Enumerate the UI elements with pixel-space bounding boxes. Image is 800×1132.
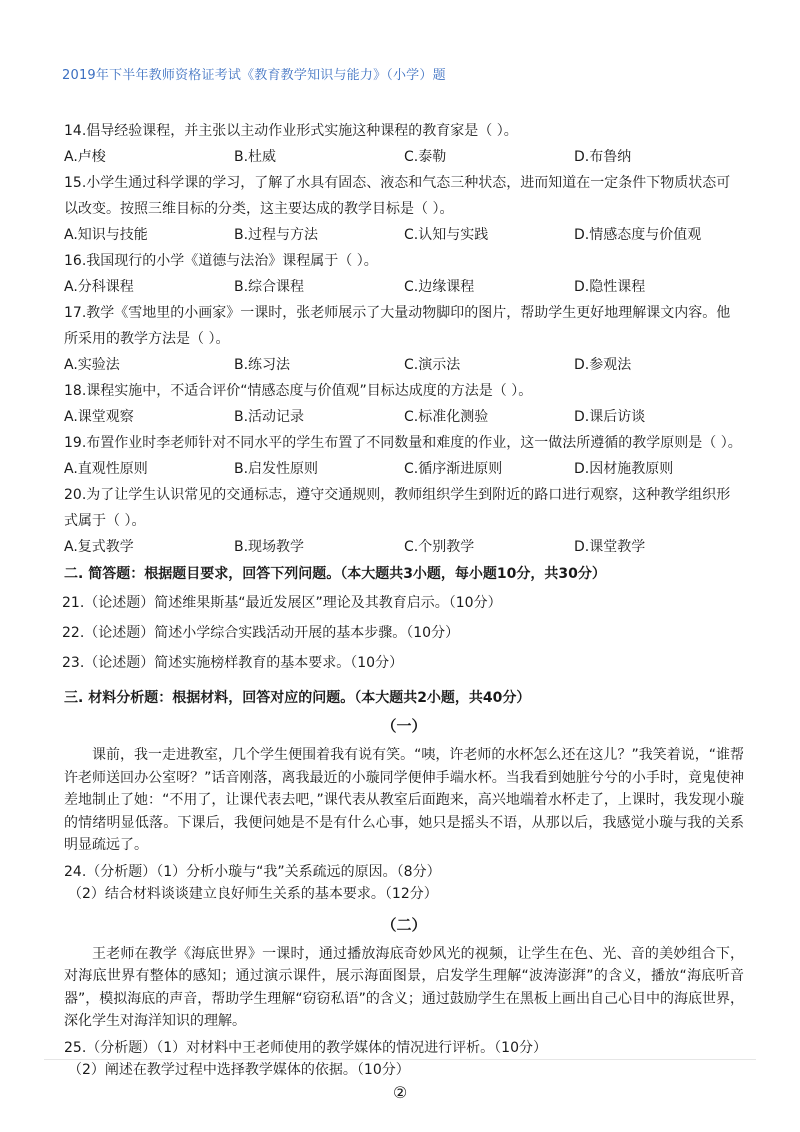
option-b: B.杜威 bbox=[234, 149, 277, 165]
exam-content bbox=[64, 118, 744, 1081]
option-c: C.认知与实践 bbox=[404, 227, 489, 243]
options-row bbox=[64, 275, 744, 299]
option-d: D.因材施教原则 bbox=[574, 461, 674, 477]
option-a: A.直观性原则 bbox=[64, 461, 148, 477]
options-row bbox=[64, 457, 744, 481]
option-a: A.实验法 bbox=[64, 357, 120, 373]
question-15 bbox=[64, 170, 744, 247]
option-a: A.卢梭 bbox=[64, 149, 106, 165]
material-1-text: 课前，我一走进教室，几个学生便围着我有说有笑。“咦，许老师的水杯怎么还在这儿？”我笑着说，“谁帮许老师送回办公室呀？”话音刚落，离我最近的小璇同学便伸手端水杯。当我看到她脏兮兮的小手时，竟鬼使神差地制止了她：“不用了，让课代表去吧，”课代表从教室后面跑来，高兴地端着水杯走了，上课时，我发现小璇的情绪明显低落。下课后，我便问她是不是有什么心事，她只是摇头不语，从那以后，我感觉小璇与我的关系明显疏远了。 bbox=[64, 747, 744, 853]
question-stem: 19.布置作业时李老师针对不同水平的学生布置了不同数量和难度的作业，这一做法所遵循的教学原则是（ ）。 bbox=[64, 435, 742, 451]
material-2-title: （二） bbox=[381, 915, 427, 934]
question-stem: 16.我国现行的小学《道德与法治》课程属于（ ）。 bbox=[64, 253, 378, 269]
option-c: C.个别教学 bbox=[404, 539, 475, 555]
question-19 bbox=[64, 430, 744, 481]
question-24-part-1: 24.（分析题）（1）分析小璇与“我”关系疏远的原因。（8分） bbox=[64, 863, 441, 880]
option-a: A.复式教学 bbox=[64, 539, 134, 555]
option-c: C.泰勒 bbox=[404, 149, 447, 165]
question-25-part-2: （2）阐述在教学过程中选择教学媒体的依据。（10分） bbox=[68, 1061, 410, 1078]
option-c: C.边缘课程 bbox=[404, 279, 475, 295]
option-d: D.隐性课程 bbox=[574, 279, 646, 295]
option-b: B.练习法 bbox=[234, 357, 291, 373]
question-stem: 18.课程实施中，不适合评价“情感态度与价值观”目标达成度的方法是（ ）。 bbox=[64, 383, 533, 399]
question-stem: 20.为了让学生认识常见的交通标志，遵守交通规则，教师组织学生到附近的路口进行观察，这种教学组织形式属于（ ）。 bbox=[64, 487, 731, 529]
options-row bbox=[64, 353, 744, 377]
question-16 bbox=[64, 248, 744, 299]
option-a: A.分科课程 bbox=[64, 279, 134, 295]
option-c: C.演示法 bbox=[404, 357, 461, 373]
question-stem: 14.倡导经验课程，并主张以主动作业形式实施这种课程的教育家是（ ）。 bbox=[64, 123, 518, 139]
option-b: B.现场教学 bbox=[234, 539, 305, 555]
question-23: 23.（论述题）简述实施榜样教育的基本要求。（10分） bbox=[62, 655, 404, 671]
question-stem: 17.教学《雪地里的小画家》一课时，张老师展示了大量动物脚印的图片，帮助学生更好地理解课文内容。他所采用的教学方法是（ ）。 bbox=[64, 305, 731, 347]
section-3-title: 三. 材料分析题：根据材料，回答对应的问题。（本大题共2小题，共40分） bbox=[64, 690, 531, 706]
option-d: D.情感态度与价值观 bbox=[574, 227, 702, 243]
option-d: D.参观法 bbox=[574, 357, 632, 373]
options-row bbox=[64, 535, 744, 559]
option-b: B.启发性原则 bbox=[234, 461, 319, 477]
option-d: D.课堂教学 bbox=[574, 539, 646, 555]
question-22: 22.（论述题）简述小学综合实践活动开展的基本步骤。（10分） bbox=[62, 625, 460, 641]
material-1-title: （一） bbox=[381, 717, 427, 735]
page-header-title: 2019年下半年教师资格证考试《教育教学知识与能力》（小学）题 bbox=[62, 68, 446, 83]
question-24-part-2: （2）结合材料谈谈建立良好师生关系的基本要求。（12分） bbox=[68, 885, 438, 902]
question-21: 21.（论述题）简述维果斯基“最近发展区”理论及其教育启示。（10分） bbox=[62, 595, 502, 611]
option-c: C.循序渐进原则 bbox=[404, 461, 503, 477]
footer-divider bbox=[44, 1059, 756, 1060]
question-17 bbox=[64, 300, 744, 377]
option-a: A.知识与技能 bbox=[64, 227, 148, 243]
question-stem: 15.小学生通过科学课的学习，了解了水具有固态、液态和气态三种状态，进而知道在一定条件下物质状态可以改变。按照三维目标的分类，这主要达成的教学目标是（ ）。 bbox=[64, 175, 731, 217]
section-2-title: 二. 简答题：根据题目要求，回答下列问题。（本大题共3小题，每小题10分，共30分） bbox=[64, 566, 606, 582]
question-18 bbox=[64, 378, 744, 429]
option-b: B.综合课程 bbox=[234, 279, 305, 295]
options-row bbox=[64, 223, 744, 247]
options-row bbox=[64, 145, 744, 169]
page-number: ② bbox=[392, 1083, 408, 1102]
question-25-part-1: 25.（分析题）（1）对材料中王老师使用的教学媒体的情况进行评析。（10分） bbox=[64, 1039, 547, 1056]
options-row bbox=[64, 405, 744, 429]
option-b: B.活动记录 bbox=[234, 409, 305, 425]
option-a: A.课堂观察 bbox=[64, 409, 134, 425]
question-14 bbox=[64, 118, 744, 169]
option-d: D.课后访谈 bbox=[574, 409, 646, 425]
option-b: B.过程与方法 bbox=[234, 227, 319, 243]
question-20 bbox=[64, 482, 744, 559]
material-2-text: 王老师在教学《海底世界》一课时，通过播放海底奇妙风光的视频，让学生在色、光、音的美妙组合下，对海底世界有整体的感知；通过演示课件，展示海面图景，启发学生理解“波涛澎湃”的含义，播放“海底听音器”，模拟海底的声音，帮助学生理解“窃窃私语”的含义；通过鼓励学生在黑板上画出自己心目中的海底世界，深化学生对海洋知识的理解。 bbox=[64, 945, 744, 1029]
option-d: D.布鲁纳 bbox=[574, 149, 632, 165]
option-c: C.标准化测验 bbox=[404, 409, 489, 425]
